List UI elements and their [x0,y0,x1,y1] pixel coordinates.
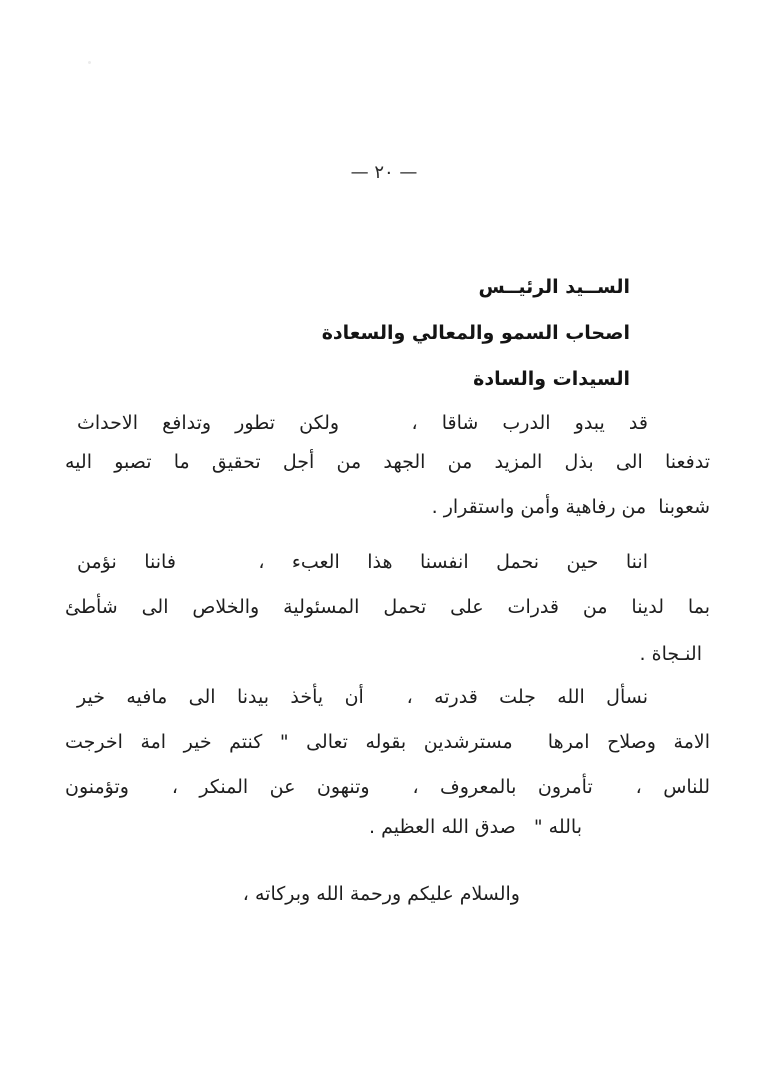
scan-artifact-speck [88,61,91,64]
paragraph-3-line-4: بالله " صدق الله العظيم . [369,816,582,838]
paragraph-3-line-3: للناس ، تأمرون بالمعروف ، وتنهون عن المنكر ، وتؤمنون [65,776,710,798]
paragraph-1-line-1: قد يبدو الدرب شاقا ، ولكن تطور وتدافع الاحداث [77,412,648,434]
salutation-ladies-gentlemen: السيدات والسادة [473,368,630,390]
paragraph-1-line-3: شعوبنا من رفاهية وأمن واستقرار . [431,496,710,518]
salutation-excellencies: اصحاب السمو والمعالي والسعادة [321,322,630,344]
paragraph-3-line-2: الامة وصلاح امرها مسترشدين بقوله تعالى " كنتم خير امة اخرجت [65,731,710,753]
paragraph-1-line-2: تدفعنا الى بذل المزيد من الجهد من أجل تحقيق ما تصبو اليه [65,451,710,473]
paragraph-2-line-1: اننا حين نحمل انفسنا هذا العبء ، فاننا نؤمن [77,551,648,573]
paragraph-2-line-3: النـجاة . [639,643,702,665]
closing-salutation: والسلام عليكم ورحمة الله وبركاته ، [242,883,520,905]
paragraph-3-line-1: نسأل الله جلت قدرته ، أن يأخذ بيدنا الى مافيه خير [77,686,648,708]
page-number: — ٢٠ — [350,162,418,183]
salutation-president: الســيد الرئيــس [478,276,630,298]
paragraph-2-line-2: بما لدينا من قدرات على تحمل المسئولية والخلاص الى شأطئ [65,596,710,618]
